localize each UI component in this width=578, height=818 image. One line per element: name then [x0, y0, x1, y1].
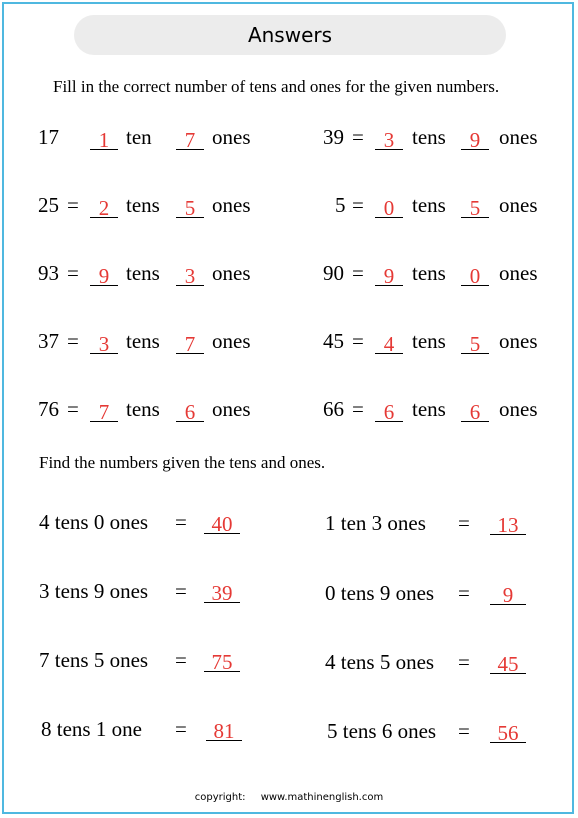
equals-sign: =: [67, 329, 79, 353]
equals-sign: =: [458, 650, 470, 674]
page-title: [74, 15, 506, 55]
equals-sign: =: [175, 510, 187, 534]
prompt: 4 tens 0 ones: [39, 510, 149, 534]
tens-answer: 0: [383, 196, 395, 220]
number: 5: [335, 193, 346, 217]
number: 76: [38, 397, 59, 421]
part1-instruction: Fill in the correct number of tens and ones for the given numbers.: [53, 77, 500, 96]
number: 90: [323, 261, 344, 285]
copyright-label: copyright:: [194, 792, 246, 803]
number: 25: [38, 193, 59, 217]
equals-sign: =: [352, 329, 364, 353]
equals-sign: =: [352, 193, 364, 217]
site-url: www.mathinenglish.com: [260, 792, 384, 803]
ones-answer: 5: [469, 332, 481, 356]
tens-word: tens: [126, 261, 160, 285]
equals-sign: =: [352, 125, 364, 149]
ones-answer: 5: [184, 196, 196, 220]
prompt: 4 tens 5 ones: [325, 650, 435, 674]
tens-answer: 6: [383, 400, 395, 424]
prompt: 1 ten 3 ones: [325, 511, 426, 535]
ones-word: ones: [499, 397, 538, 421]
equals-sign: =: [67, 193, 79, 217]
number-answer: 40: [204, 509, 240, 534]
equals-sign: =: [458, 511, 470, 535]
tens-answer: 9: [383, 264, 395, 288]
tens-answer: 1: [98, 128, 110, 152]
equals-sign: =: [67, 397, 79, 421]
number: 37: [38, 329, 59, 353]
footer: [0, 792, 578, 803]
equals-sign: =: [175, 717, 187, 741]
tens-word: ten: [126, 125, 152, 149]
number-answer: 9: [490, 580, 526, 605]
ones-word: ones: [499, 193, 538, 217]
tens-answer: 3: [383, 128, 395, 152]
equals-sign: =: [458, 581, 470, 605]
tens-word: tens: [412, 261, 446, 285]
equals-sign: =: [352, 397, 364, 421]
tens-answer: 7: [98, 400, 110, 424]
ones-answer: 6: [184, 400, 196, 424]
number-answer: 75: [204, 647, 240, 672]
prompt: 3 tens 9 ones: [39, 579, 149, 603]
ones-word: ones: [499, 125, 538, 149]
ones-word: ones: [212, 397, 251, 421]
tens-answer: 3: [98, 332, 110, 356]
tens-answer: 2: [98, 196, 110, 220]
number-answer: 81: [206, 716, 242, 741]
number: 66: [323, 397, 344, 421]
ones-word: ones: [212, 193, 251, 217]
tens-word: tens: [412, 125, 446, 149]
number: 93: [38, 261, 59, 285]
ones-answer: 7: [184, 128, 196, 152]
ones-answer: 3: [184, 264, 196, 288]
ones-answer: 6: [469, 400, 481, 424]
ones-word: ones: [499, 261, 538, 285]
ones-answer: 7: [184, 332, 196, 356]
number-answer: 56: [490, 718, 526, 743]
equals-sign: =: [175, 648, 187, 672]
tens-word: tens: [126, 397, 160, 421]
number: 17: [38, 125, 59, 149]
ones-word: ones: [212, 261, 251, 285]
equals-sign: =: [352, 261, 364, 285]
ones-word: ones: [212, 329, 251, 353]
page-title-text: Answers: [247, 23, 333, 47]
ones-answer: 9: [469, 128, 481, 152]
prompt: 5 tens 6 ones: [327, 719, 437, 743]
tens-word: tens: [412, 397, 446, 421]
equals-sign: =: [458, 719, 470, 743]
tens-word: tens: [412, 329, 446, 353]
ones-word: ones: [212, 125, 251, 149]
number: 39: [323, 125, 344, 149]
ones-word: ones: [499, 329, 538, 353]
ones-answer: 5: [469, 196, 481, 220]
tens-answer: 9: [98, 264, 110, 288]
number-answer: 39: [204, 578, 240, 603]
number-answer: 45: [490, 649, 526, 674]
tens-word: tens: [126, 193, 160, 217]
prompt: 0 tens 9 ones: [325, 581, 435, 605]
tens-answer: 4: [383, 332, 395, 356]
tens-word: tens: [126, 329, 160, 353]
prompt: 7 tens 5 ones: [39, 648, 149, 672]
tens-word: tens: [412, 193, 446, 217]
equals-sign: =: [175, 579, 187, 603]
number: 45: [323, 329, 344, 353]
equals-sign: =: [67, 261, 79, 285]
number-answer: 13: [490, 510, 526, 535]
ones-answer: 0: [469, 264, 481, 288]
part2-instruction: Find the numbers given the tens and ones.: [39, 453, 326, 472]
prompt: 8 tens 1 one: [41, 717, 142, 741]
